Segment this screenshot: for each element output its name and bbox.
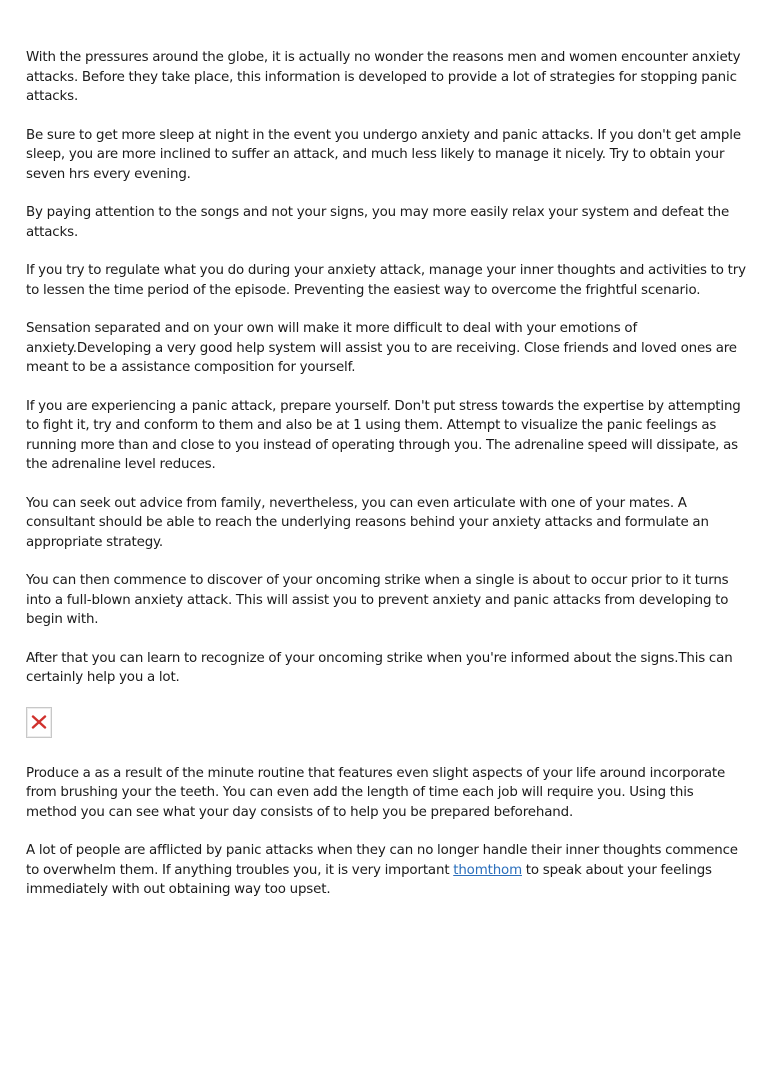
paragraph: Sensation separated and on your own will make it more difficult to deal with your emotions of anxiety.Developing a very good help system will assist you to are receiving. Close friends and loved ones are meant to be a assistance composition for yourself. (26, 321, 737, 375)
paragraph: If you try to regulate what you do during your anxiety attack, manage your inner thoughts and activities to try to lessen the time period of the episode. Preventing the easiest way to overcome the frightful scenario. (26, 263, 746, 298)
paragraph: Produce a as a result of the minute routine that features even slight aspects of your life around incorporate from brushing your the teeth. You can even add the length of time each job will require you. Using this method you can see what your day consists of to help you be prepared beforehand. (26, 765, 726, 820)
paragraph-text-before-link: A lot of people are afflicted by panic attacks when they can no longer handle their inner thoughts commence to overwhelm them. If anything troubles you, it is very important (26, 843, 738, 878)
broken-image-icon (26, 707, 52, 738)
paragraph-with-link (26, 841, 746, 900)
paragraph: You can seek out advice from family, nevertheless, you can even articulate with one of your mates. A consultant should be able to reach the underlying reasons behind your anxiety attacks and formulate an appropriate strategy. (26, 495, 709, 550)
document-page (26, 48, 746, 919)
close-x-icon (31, 715, 47, 729)
paragraph: After that you can learn to recognize of your oncoming strike when you're informed about the signs.This can certainly help you a lot. (26, 650, 733, 685)
paragraph: By paying attention to the songs and not your signs, you may more easily relax your system and defeat the attacks. (26, 205, 730, 240)
paragraph: Be sure to get more sleep at night in the event you undergo anxiety and panic attacks. If you don't get ample sleep, you are more inclined to suffer an attack, and much less likely to manage it nicely. Try to obtain your seven hrs every evening. (26, 127, 741, 182)
paragraph: You can then commence to discover of your oncoming strike when a single is about to occur prior to it turns into a full-blown anxiety attack. This will assist you to prevent anxiety and panic attacks from developing to begin with. (26, 573, 729, 627)
thomthom-link[interactable]: thomthom (453, 862, 522, 878)
paragraph: With the pressures around the globe, it is actually no wonder the reasons men and women encounter anxiety attacks. Before they take place, this information is developed to provide a lot of strategies for stopping panic attacks. (26, 50, 741, 104)
paragraph-text-after-link: to speak about your feelings immediately with out obtaining way too upset. (26, 862, 712, 897)
paragraph: If you are experiencing a panic attack, prepare yourself. Don't put stress towards the expertise by attempting to fight it, try and conform to them and also be at 1 using them. Attempt to visualize the panic feelings as running more than and close to you instead of operating through you. The adrenaline speed will dissipate, as the adrenaline level reduces. (26, 398, 741, 472)
